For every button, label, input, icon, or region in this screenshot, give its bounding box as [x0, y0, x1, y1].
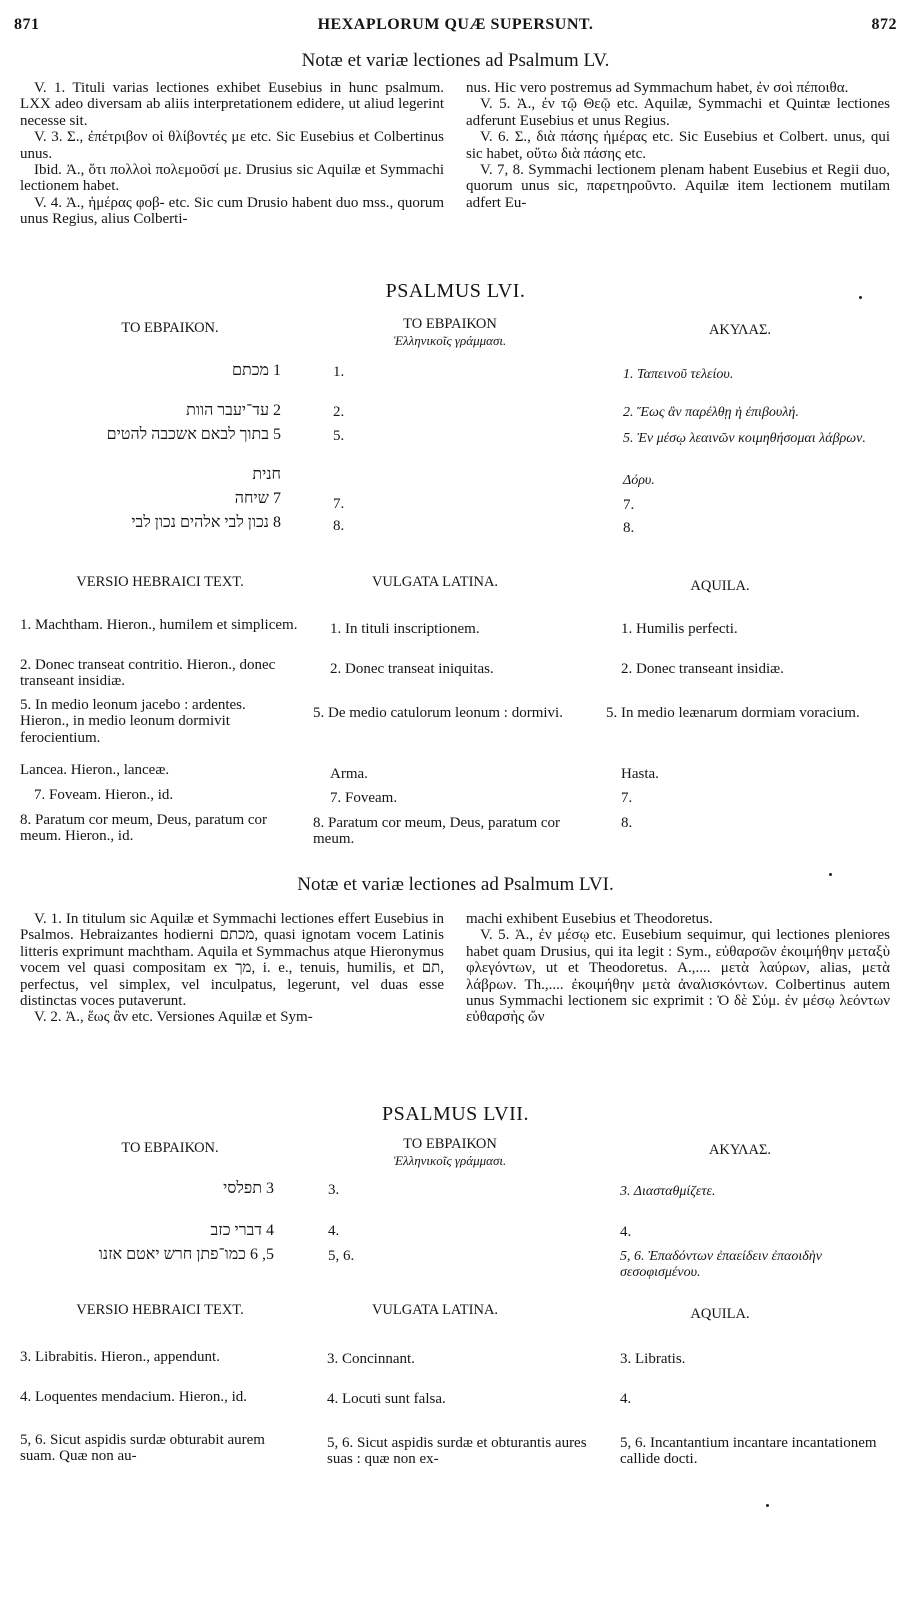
aquila-greek-cell: 5, 6. Ἐπαδόντων ἐπαείδειν ἐπαοιδὴν σεσοφισμένου.	[620, 1249, 822, 1281]
aquila-greek-cell: 3. Διασταθμίζετε.	[620, 1184, 716, 1199]
aquila-greek-cell: 7.	[623, 497, 635, 513]
note-paragraph: Ibid. Ἀ., ὅτι πολλοὶ πολεμοῦσί με. Drusius sic Aquilæ et Symmachi lectionem habet.	[20, 162, 444, 195]
hebrew-cell: 2 עד־יעבר הוות	[186, 402, 281, 419]
col-head-greek-letters	[330, 316, 570, 349]
notes-lv-right-column	[466, 80, 890, 211]
vulgata-cell: 1. In tituli inscriptionem.	[330, 621, 480, 637]
ink-speck	[766, 1504, 769, 1507]
hebrew-cell: 1 מכתם	[231, 362, 281, 379]
versio-cell: 4. Loquentes mendacium. Hieron., id.	[20, 1389, 248, 1405]
note-paragraph: machi exhibent Eusebius et Theodoretus.	[466, 911, 713, 927]
col-head-vulgata: VULGATA LATINA.	[371, 1302, 499, 1318]
vulgata-cell: 3. Concinnant.	[327, 1351, 415, 1367]
aquila-latin-cell: 8.	[621, 815, 633, 831]
aquila-greek-cell: Δόρυ.	[623, 473, 655, 488]
ink-speck	[859, 296, 862, 299]
aquila-greek-cell: 8.	[623, 520, 635, 536]
versio-cell: 3. Librabitis. Hieron., appendunt.	[20, 1349, 220, 1365]
running-title: HEXAPLORUM QUÆ SUPERSUNT.	[317, 16, 594, 33]
verse-number-cell: 7.	[333, 496, 345, 512]
note-paragraph: V. 2. Ἀ., ἕως ἂν etc. Versiones Aquilæ et Sym-	[34, 1009, 313, 1026]
note-paragraph: V. 4. Ἀ., ἡμέρας φοβ- etc. Sic cum Drusio habent duo mss., quorum unus Regius, alius Colberti-	[20, 194, 444, 228]
psalm-lvii-title: PSALMUS LVII.	[382, 1103, 529, 1125]
aquila-latin-cell: 2. Donec transeant insidiæ.	[621, 661, 784, 677]
vulgata-cell: 2. Donec transeat iniquitas.	[330, 661, 494, 677]
versio-cell: Lancea. Hieron., lanceæ.	[20, 762, 170, 778]
aquila-greek-cell: 2. Ἕως ἂν παρέλθῃ ἡ ἐπιβουλή.	[623, 405, 799, 420]
notes-lvi-right-column	[466, 911, 890, 1026]
versio-cell: 5. In medio leonum jacebo : ardentes. Hieron., in medio leonum dormivit ferocientium.	[20, 697, 246, 746]
note-paragraph: V. 1. In titulum sic Aquilæ et Symmachi lectiones effert Eusebius in Psalmos. Hebraizantes hodierni מכתם, quasi ignotam vocem Latinis litteris exprimunt machtham. Aquila et Symmachus atque Hieronymus vocem vel quasi compositam ex מך, i. e., tenuis, humilis, et תם, perfectus, vel simplex, vel inculpatus, legerunt, vel duas esse distinctas voces putaverunt.	[20, 911, 444, 1010]
col-head-greek-letters-sub: Ἑλληνικοῖς γράμμασι.	[393, 1153, 507, 1168]
col-head-hebrew: ΤΟ ΕΒΡΑΙΚΟΝ.	[121, 1140, 219, 1156]
vulgata-cell: 5, 6. Sicut aspidis surdæ et obturantis aures suas : quæ non ex-	[327, 1435, 587, 1468]
versio-cell: 2. Donec transeat contritio. Hieron., donec transeant insidiæ.	[20, 657, 276, 690]
versio-cell: 8. Paratum cor meum, Deus, paratum cor meum. Hieron., id.	[20, 812, 268, 845]
vulgata-cell: 7. Foveam.	[330, 790, 398, 806]
col-head-greek-letters-title: ΤΟ ΕΒΡΑΙΚΟΝ	[403, 316, 497, 332]
hebrew-cell: 5 בתוך לבאם אשכבה להטים	[106, 426, 281, 443]
col-head-greek-letters-sub: Ἑλληνικοῖς γράμμασι.	[393, 333, 507, 348]
note-paragraph: V. 5. Ἀ., ἐν μέσῳ etc. Eusebium sequimur, qui lectiones pleniores habet quam Drusius, qui ita legit : Sym., εὐθαρσῶν ἐκοιμήθην μεταξὺ φλεγόντων, ut et Theodoretus. A.,.... μετὰ λαύρων, alias, μετὰ λάβρων. Th.,.... ἐκοιμήθην μετὰ ἀναλισκόντων. Colbertinus autem unus Symmachi lectionem sic exprimit : Ὁ δὲ Σύμ. ἐν μέσῳ λεόντων εὐθαρσὴς ὤν	[466, 927, 890, 1026]
right-page-number: 872	[871, 16, 897, 33]
notes-lv-title: Notæ et variæ lectiones ad Psalmum LV.	[301, 50, 610, 71]
aquila-greek-cell: 1. Ταπεινοῦ τελείου.	[623, 367, 734, 382]
verse-number-cell: 8.	[333, 518, 345, 534]
verse-number-cell: 5.	[333, 428, 345, 444]
col-head-aquila: ΑΚΥΛΑΣ.	[708, 1142, 772, 1158]
col-head-versio: VERSIO HEBRAICI TEXT.	[76, 1302, 244, 1318]
col-head-hebrew: ΤΟ ΕΒΡΑΙΚΟΝ.	[121, 320, 219, 336]
verse-number-cell: 5, 6.	[328, 1248, 355, 1264]
aquila-latin-cell: Hasta.	[621, 766, 659, 782]
verse-number-cell: 2.	[333, 404, 345, 420]
col-head-aquila: ΑΚΥΛΑΣ.	[708, 322, 772, 338]
vulgata-cell: 4. Locuti sunt falsa.	[327, 1391, 446, 1407]
hebrew-cell: 7 שיחה	[234, 490, 281, 507]
aquila-greek-cell: 5. Ἐν μέσῳ λεαινῶν κοιμηθήσομαι λάβρων.	[623, 431, 866, 446]
aquila-latin-cell: 1. Humilis perfecti.	[621, 621, 738, 637]
hebrew-cell: 8 נכון לבי אלהים נכון לבי	[131, 514, 281, 531]
notes-lvi-title: Notæ et variæ lectiones ad Psalmum LVI.	[297, 874, 614, 895]
versio-cell: 7. Foveam. Hieron., id.	[34, 787, 174, 803]
aquila-latin-cell: 4.	[620, 1391, 632, 1407]
verse-number-cell: 3.	[328, 1182, 340, 1198]
vulgata-cell: Arma.	[330, 766, 368, 782]
notes-lvi-left-column	[20, 911, 444, 1026]
col-head-vulgata: VULGATA LATINA.	[371, 574, 499, 590]
col-head-aquila-latin: AQUILA.	[690, 578, 750, 594]
psalm-lvi-title: PSALMUS LVI.	[385, 280, 526, 302]
vulgata-cell: 5. De medio catulorum leonum : dormivi.	[313, 705, 563, 721]
aquila-latin-cell: 7.	[621, 790, 633, 806]
aquila-latin-cell: 5. In medio leænarum dormiam voracium.	[606, 705, 860, 721]
verse-number-cell: 4.	[328, 1223, 340, 1239]
ink-speck	[829, 873, 832, 876]
vulgata-cell: 8. Paratum cor meum, Deus, paratum cor meum.	[313, 815, 561, 848]
verse-number-cell: 1.	[333, 364, 345, 380]
note-paragraph: V. 5. Ἀ., ἐν τῷ Θεῷ etc. Aquilæ, Symmachi et Quintæ lectiones adferunt Eusebius et unus Regius.	[466, 96, 890, 129]
aquila-greek-cell: 4.	[620, 1224, 632, 1240]
hebrew-cell: 5, 6 כמו־פתן חרש יאטם אזנו	[98, 1246, 274, 1263]
col-head-greek-letters-title: ΤΟ ΕΒΡΑΙΚΟΝ	[403, 1136, 497, 1152]
hebrew-cell: חנית	[252, 466, 281, 483]
versio-cell: 5, 6. Sicut aspidis surdæ obturabit aurem suam. Quæ non au-	[20, 1432, 265, 1465]
col-head-aquila-latin: AQUILA.	[690, 1306, 750, 1322]
versio-cell: 1. Machtham. Hieron., humilem et simplicem.	[20, 617, 298, 633]
note-paragraph: nus. Hic vero postremus ad Symmachum habet, ἐν σοὶ πέποιθα.	[466, 80, 849, 96]
col-head-greek-letters	[330, 1136, 570, 1169]
note-paragraph: V. 7, 8. Symmachi lectionem plenam habent Eusebius et Regii duo, quorum unus sic, παρετηροῦντο. Aquilæ item lectionem mutilam adfert Eu-	[466, 162, 890, 211]
aquila-latin-cell: 3. Libratis.	[620, 1351, 686, 1367]
notes-lv-left-column	[20, 80, 444, 228]
hebrew-cell: 4 דברי כזב	[210, 1222, 274, 1239]
note-paragraph: V. 6. Σ., διὰ πάσης ἡμέρας etc. Sic Eusebius et Colbert. unus, qui sic habet, οὕτω διὰ πάσης etc.	[466, 129, 890, 162]
aquila-latin-cell: 5, 6. Incantantium incantare incantationem callide docti.	[620, 1435, 877, 1468]
col-head-versio: VERSIO HEBRAICI TEXT.	[76, 574, 244, 590]
left-page-number: 871	[14, 16, 40, 33]
note-paragraph: V. 1. Tituli varias lectiones exhibet Eusebius in hunc psalmum. LXX adeo diversam ab aliis interpretationem edidere, ut aliud legerint necesse sit.	[20, 80, 444, 129]
note-paragraph: V. 3. Σ., ἐπέτριβον οἱ θλίβοντές με etc. Sic Eusebius et Colbertinus unus.	[20, 129, 444, 162]
hebrew-cell: 3 תפלסי	[223, 1180, 274, 1197]
